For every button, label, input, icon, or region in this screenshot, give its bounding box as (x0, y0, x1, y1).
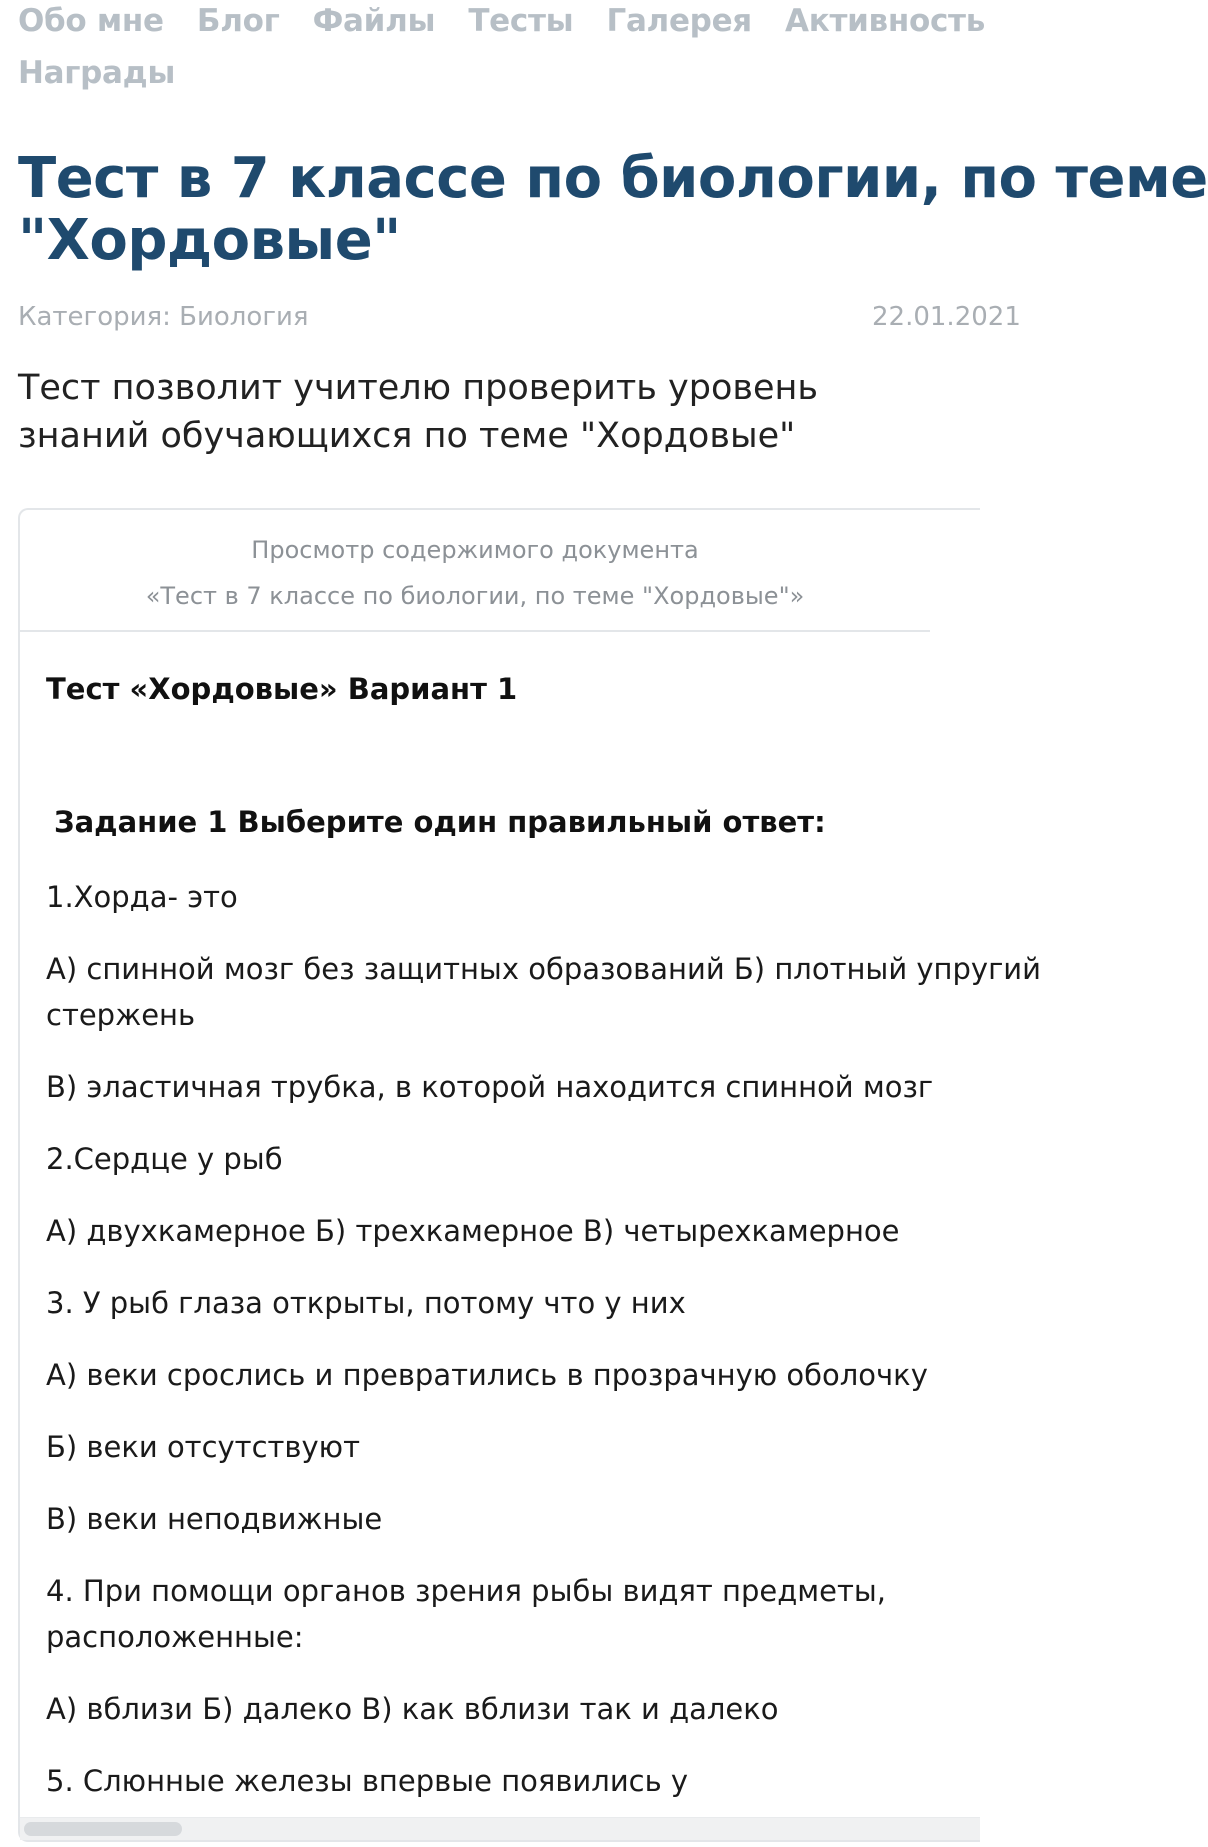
nav-item-tests[interactable]: Тесты (468, 3, 574, 39)
horizontal-scrollbar[interactable] (20, 1817, 980, 1840)
document-line: 1.Хорда- это (46, 880, 238, 914)
document-line: А) спинной мозг без защитных образований Б) плотный упругий стержень (46, 952, 1042, 1032)
nav-item-files[interactable]: Файлы (312, 3, 436, 39)
document-line: В) эластичная трубка, в которой находится спинной мозг (46, 1070, 934, 1104)
scrollbar-thumb[interactable] (24, 1822, 182, 1836)
document-line: А) двухкамерное Б) трехкамерное В) четырехкамерное (46, 1214, 900, 1248)
profile-nav-row-2 (18, 52, 958, 104)
page-title (18, 148, 1208, 272)
nav-item-gallery[interactable]: Галерея (606, 3, 752, 39)
nav-item-awards[interactable]: Награды (18, 55, 176, 91)
nav-item-about[interactable]: Обо мне (18, 3, 164, 39)
page-title-line-1: Тест в 7 классе по биологии, по теме (18, 146, 1208, 211)
viewer-header-doc-name: «Тест в 7 классе по биологии, по теме "Хордовые"» (145, 582, 805, 610)
document-viewer-header (20, 510, 930, 632)
document-title: Тест «Хордовые» Вариант 1 (46, 672, 518, 706)
category-link[interactable]: Категория: Биология (18, 302, 309, 332)
nav-item-activity[interactable]: Активность (785, 3, 986, 39)
document-line: А) веки срослись и превратились в прозрачную оболочку (46, 1358, 928, 1392)
publish-date: 22.01.2021 (872, 302, 1021, 332)
document-viewer (18, 508, 1042, 1842)
document-lines (46, 874, 1042, 1804)
page-description: Тест позволит учителю проверить уровень знаний обучающихся по теме "Хордовые" (18, 368, 819, 456)
document-line: А) вблизи Б) далеко В) как вблизи так и далеко (46, 1692, 779, 1726)
task-heading: Задание 1 Выберите один правильный ответ: (54, 805, 826, 839)
document-line: В) веки неподвижные (46, 1502, 383, 1536)
page-title-line-2: "Хордовые" (18, 208, 401, 273)
profile-nav (18, 0, 986, 104)
viewer-header-caption: Просмотр содержимого документа (251, 536, 699, 564)
document-line: 2.Сердце у рыб (46, 1142, 283, 1176)
nav-item-blog[interactable]: Блог (196, 3, 280, 39)
document-line: Б) веки отсутствуют (46, 1430, 360, 1464)
document-line: 3. У рыб глаза открыты, потому что у них (46, 1286, 686, 1320)
profile-nav-row-1 (18, 0, 986, 52)
document-line: 5. Слюнные железы впервые появились у (46, 1764, 689, 1798)
document-line: 4. При помощи органов зрения рыбы видят предметы, расположенные: (46, 1574, 887, 1654)
document-content (46, 660, 1042, 1830)
